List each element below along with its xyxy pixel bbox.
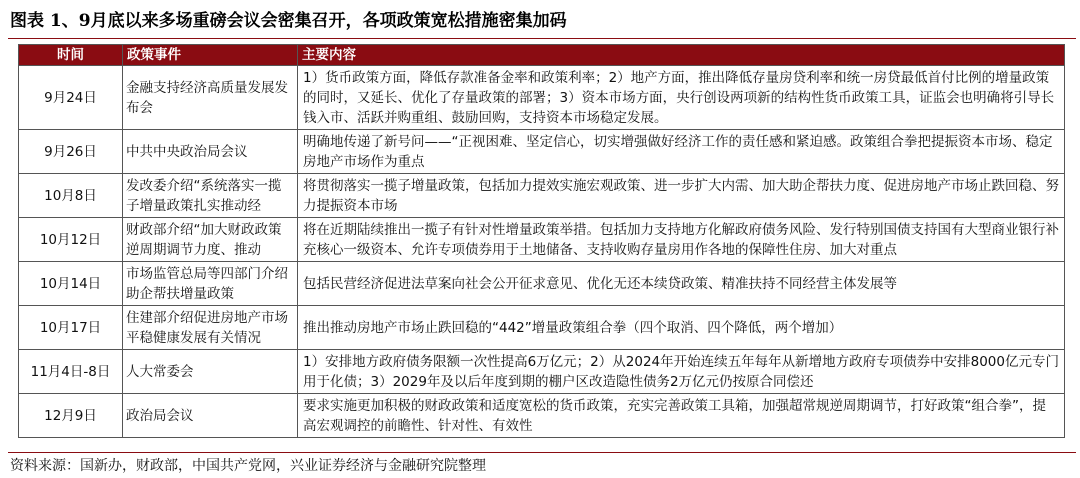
table-row (19, 174, 1065, 218)
header-time: 时间 (19, 45, 123, 66)
row-event: 财政部介绍“加大财政政策逆周期调节力度、推动 (123, 218, 298, 262)
header-event: 政策事件 (123, 45, 298, 66)
row-event: 市场监管总局等四部门介绍助企帮扶增量政策 (123, 262, 298, 306)
row-event: 住建部介绍促进房地产市场平稳健康发展有关情况 (123, 306, 298, 350)
row-content: 推出推动房地产市场止跌回稳的“442”增量政策组合拳（四个取消、四个降低，两个增加） (298, 306, 1065, 350)
row-time: 10月12日 (19, 218, 123, 262)
row-content: 1）货币政策方面，降低存款准备金率和政策利率；2）地产方面，推出降低存量房贷利率和统一房贷最低首付比例的增量政策的同时，又延长、优化了存量政策的部署；3）资本市场方面，央行创设两项新的结构性货币政策工具，证监会也明确将引导长钱入市、活跃并购重组、鼓励回购，支持资本市场稳定发展。 (298, 66, 1065, 130)
row-event: 中共中央政治局会议 (123, 130, 298, 174)
table-row (19, 130, 1065, 174)
table-row (19, 218, 1065, 262)
row-time: 10月14日 (19, 262, 123, 306)
table-row (19, 66, 1065, 130)
row-content: 将在近期陆续推出一揽子有针对性增量政策举措。包括加力支持地方化解政府债务风险、发行特别国债支持国有大型商业银行补充核心一级资本、允许专项债券用于土地储备、支持收购存量房用作各地的保障性住房、加大对重点 (298, 218, 1065, 262)
row-event: 政治局会议 (123, 394, 298, 438)
row-content: 1）安排地方政府债务限额一次性提高6万亿元；2）从2024年开始连续五年每年从新增地方政府专项债券中安排8000亿元专门用于化债；3）2029年及以后年度到期的棚户区改造隐性债务2万亿元仍按原合同偿还 (298, 350, 1065, 394)
row-time: 9月24日 (19, 66, 123, 130)
table-header-row (19, 45, 1065, 66)
row-time: 9月26日 (19, 130, 123, 174)
policy-table (18, 44, 1065, 438)
source-note: 资料来源：国新办，财政部，中国共产党网，兴业证券经济与金融研究院整理 (10, 458, 486, 474)
title-rule (8, 38, 1076, 39)
table-row (19, 350, 1065, 394)
table-row (19, 394, 1065, 438)
header-content: 主要内容 (298, 45, 1065, 66)
source-rule (8, 452, 1076, 453)
row-time: 10月17日 (19, 306, 123, 350)
row-content: 将贯彻落实一揽子增量政策，包括加力提效实施宏观政策、进一步扩大内需、加大助企帮扶力度、促进房地产市场止跌回稳、努力提振资本市场 (298, 174, 1065, 218)
table-row (19, 262, 1065, 306)
row-event: 金融支持经济高质量发展发布会 (123, 66, 298, 130)
row-event: 人大常委会 (123, 350, 298, 394)
row-content: 明确地传递了新号问——“正视困难、坚定信心，切实增强做好经济工作的责任感和紧迫感。政策组合拳把提振资本市场、稳定房地产市场作为重点 (298, 130, 1065, 174)
row-time: 12月9日 (19, 394, 123, 438)
row-time: 11月4日-8日 (19, 350, 123, 394)
row-content: 包括民营经济促进法草案向社会公开征求意见、优化无还本续贷政策、精准扶持不同经营主体发展等 (298, 262, 1065, 306)
row-event: 发改委介绍“系统落实一揽子增量政策扎实推动经 (123, 174, 298, 218)
table-row (19, 306, 1065, 350)
figure-title: 图表 1、9月底以来多场重磅会议会密集召开，各项政策宽松措施密集加码 (10, 11, 567, 31)
row-time: 10月8日 (19, 174, 123, 218)
row-content: 要求实施更加积极的财政政策和适度宽松的货币政策，充实完善政策工具箱，加强超常规逆周期调节，打好政策“组合拳”，提高宏观调控的前瞻性、针对性、有效性 (298, 394, 1065, 438)
